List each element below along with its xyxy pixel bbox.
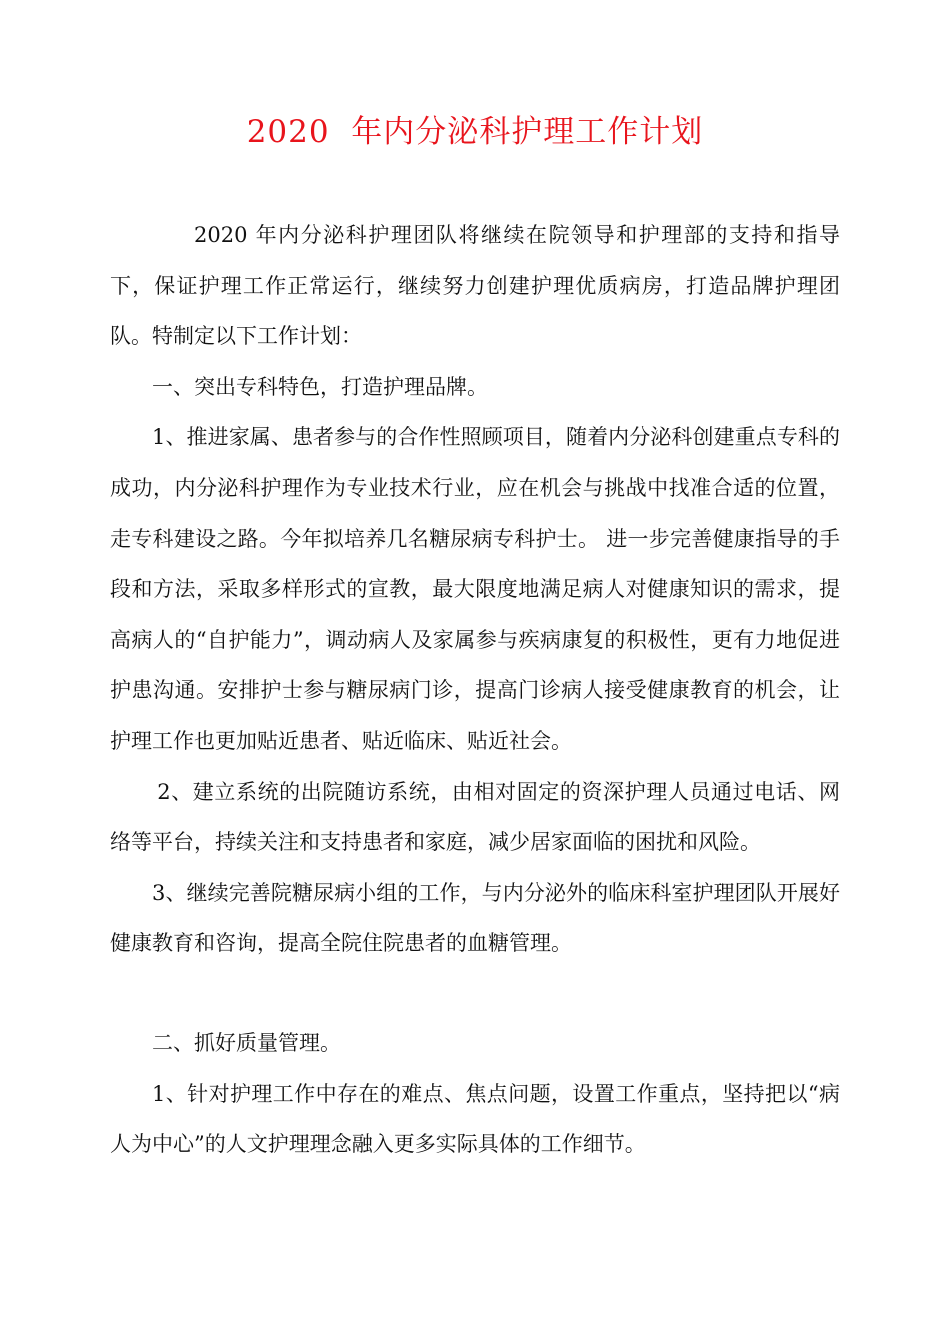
document-body <box>110 210 840 1170</box>
section-heading-2: 二、抓好质量管理。 <box>152 1030 341 1055</box>
section-1-item-2: 2、建立系统的出院随访系统，由相对固定的资深护理人员通过电话、网络等平台，持续关注和支持患者和家庭，减少居家面临的困扰和风险。 <box>110 779 840 855</box>
intro-paragraph: 2020 年内分泌科护理团队将继续在院领导和护理部的支持和指导下，保证护理工作正常运行，继续努力创建护理优质病房，打造品牌护理团队。特制定以下工作计划： <box>110 223 840 349</box>
section-2-item-1: 1、针对护理工作中存在的难点、焦点问题，设置工作重点，坚持把以“病人为中心”的人文护理理念融入更多实际具体的工作细节。 <box>110 1081 840 1157</box>
section-heading-1: 一、突出专科特色，打造护理品牌。 <box>152 374 488 399</box>
document-title: 2020 年内分泌科护理工作计划 <box>246 114 704 150</box>
section-spacer <box>110 969 840 1018</box>
section-1-item-1: 1、推进家属、患者参与的合作性照顾项目，随着内分泌科创建重点专科的成功，内分泌科护理作为专业技术行业，应在机会与挑战中找准合适的位置，走专科建设之路。今年拟培养几名糖尿病专科护士。 进一步完善健康指导的手段和方法，采取多样形式的宣教，最大限度地满足病人对健康知识的需求，提高病人的“自护能力”，调动病人及家属参与疾病康复的积极性，更有力地促进护患沟通。安排护士参与糖尿病门诊，提高门诊病人接受健康教育的机会，让护理工作也更加贴近患者、贴近临床、贴近社会。 <box>110 425 840 753</box>
section-1-item-3: 3、继续完善院糖尿病小组的工作，与内分泌外的临床科室护理团队开展好健康教育和咨询，提高全院住院患者的血糖管理。 <box>110 880 840 956</box>
